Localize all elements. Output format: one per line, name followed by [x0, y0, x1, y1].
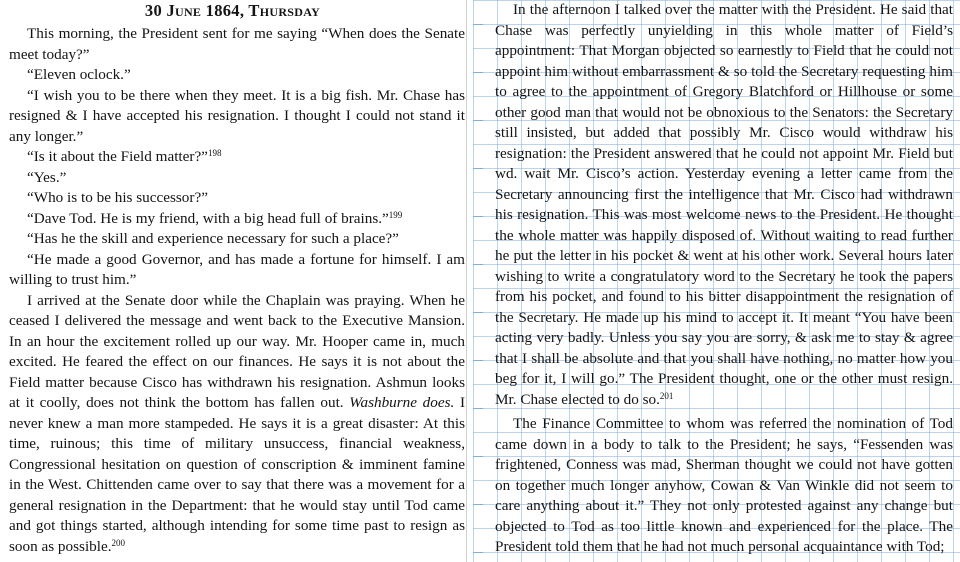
footnote-ref: 201 [659, 390, 674, 401]
paragraph: “Eleven oclock.” [27, 66, 131, 83]
date-heading: 30 June 1864, Thursday [144, 1, 321, 20]
footnote-ref: 199 [388, 209, 403, 220]
paragraph: “Who is to be his successor?” [27, 189, 208, 206]
paragraph: This morning, the President sent for me saying “When does the Senate meet today?” [9, 25, 465, 63]
footnote-ref: 200 [111, 537, 126, 548]
paragraph: The Finance Committee to whom was referred the nomination of Tod came down in a body to talk to the President; he says, “Fessenden was frightened, Conness was mad, Sherman thought we could not have gotten on together much longer anyhow, Cowan & Van Winkle did not seem to care anything about it.” They not only protested against any change but objected to Tod as too little known and experienced for the place. The President told them that he had not much personal acquaintance with Tod; [495, 415, 953, 555]
paragraph: I arrived at the Senate door while the Chaplain was praying. When he ceased I delivered the message and went back to the Executive Mansion. In an hour the excitement rolled up our way. Mr. Hooper came in, much excited. He feared the effect on our finances. He says it is not about the Field matter because Cisco has withdrawn his resignation. Ashmun looks at it coolly, does not think the bottom has fallen out. Washburne does. I never knew a man more stampeded. He says it is a great disaster: At this time, ruinous; this time of military unsuccess, financial weakness, Congressional hesitation on question of conscription & imminent famine in the West. Chittenden came over to say that there was a movement for a general resignation in the Department: that he would stay until Tod came and got things started, although intending for some time past to resign as soon as possible.$^{200}$ [9, 291, 465, 555]
left-page [0, 0, 466, 562]
paragraph: “He made a good Governor, and has made a fortune for himself. I am willing to trust him.” [9, 250, 465, 288]
paragraph: “Yes.” [27, 168, 67, 186]
paragraph: “Is it about the Field matter?”$^{198}$ [27, 148, 222, 165]
paragraph: “I wish you to be there when they meet. It is a big fish. Mr. Chase has resigned & I have accepted his resignation. I thought I could not stand it any longer.” [9, 86, 465, 145]
paragraph: In the afternoon I talked over the matter with the President. He said that Chase was perfectly unyielding in this whole matter of Field’s appointment: That Morgan objected so earnestly to Field that he could not appoint him without embarrassment & so told the Secretary requesting him to agree to the appointment of Gregory Blatchford or Hillhouse or some other good man that would not be obnoxious to the Senators: the Secretary still insisted, but added that possibly Mr. Cisco would withdraw his resignation: the President answered that he could not appoint Mr. Field but wd. wait Mr. Cisco’s action. Yesterday evening a letter came from the Secretary announcing first the intelligence that Mr. Cisco had withdrawn his resignation. This was most welcome news to the President. He thought the whole matter was happily disposed of. Without waiting to read further he put the letter in his pocket & went at his other work. Several hours later wishing to write a congratulatory word to the Secretary he took the papers from his pocket, and found to his bitter disappointment the resignation of the Secretary. He made up his mind to accept it. It meant “You have been acting very badly. Unless you say you are sorry, & ask me to stay & agree that I shall be absolute and that you shall have nothing, no matter how you beg for it, I will go.” The President thought, one or the other must resign. Mr. Chase elected to do so.$^{201}$ [495, 1, 953, 408]
right-page [473, 0, 960, 562]
footnote-ref: 198 [207, 148, 222, 158]
paragraph: “Has he the skill and experience necessary for such a place?” [27, 230, 399, 247]
margin-ticks [473, 0, 483, 562]
paragraph: “Dave Tod. He is my friend, with a big head full of brains.”$^{199}$ [27, 209, 403, 227]
italic-phrase: Washburne does. [349, 394, 455, 411]
